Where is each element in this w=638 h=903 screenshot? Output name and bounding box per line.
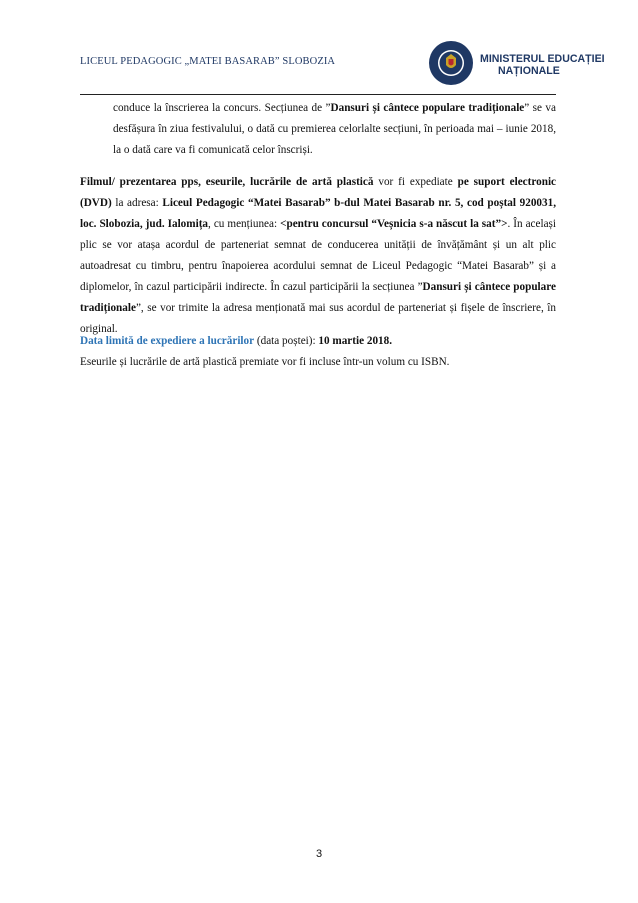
paragraph-deadline — [80, 331, 556, 352]
p2-bold-medium: pe suport electronic (DVD) — [80, 176, 557, 209]
paragraph-isbn: Eseurile și lucrările de artă plastică premiate vor fi incluse într-un volum cu ISBN. — [80, 356, 450, 368]
ministry-name-line2: NAȚIONALE — [498, 65, 560, 77]
deadline-date: 10 martie 2018. — [318, 335, 393, 347]
paragraph-submission — [80, 172, 556, 340]
ministry-name-line1: MINISTERUL EDUCAȚIEI — [480, 53, 605, 65]
government-seal-logo — [428, 40, 474, 86]
deadline-text: (data poștei): — [254, 335, 319, 347]
p1-bold-section: Dansuri și cântece populare tradiționale — [330, 102, 525, 114]
p2-bold-section: Dansuri și cântece populare tradiționale — [80, 281, 556, 314]
school-name-header: LICEUL PEDAGOGIC „MATEI BASARAB” SLOBOZIA — [80, 56, 336, 67]
p2-bold-items: Filmul/ prezentarea pps, eseurile, lucrările de artă plastică — [80, 176, 374, 188]
p1-text-2: ” se va desfășura în ziua festivalului, o dată cu premierea celorlalte secțiuni, în perioada mai – iunie 2018, la o dată care va fi comunicată celor înscriși. — [113, 102, 556, 156]
deadline-label: Data limită de expediere a lucrărilor — [80, 335, 255, 347]
p1-text-1: conduce la înscrierea la concurs. Secțiunea de ” — [113, 102, 331, 114]
p2-text-5: ”, se vor trimite la adresa menționată mai sus acordul de parteneriat și fișele de înscriere, în original. — [80, 302, 556, 335]
p2-text-3: , cu mențiunea: — [208, 218, 281, 230]
p2-text-2: la adresa: — [111, 197, 163, 209]
page-number: 3 — [315, 848, 323, 860]
p2-text-1: vor fi expediate — [373, 176, 458, 188]
ministry-name — [480, 53, 605, 77]
paragraph-continuation — [113, 98, 556, 161]
header-divider — [80, 94, 556, 95]
p2-bold-address: Liceul Pedagogic “Matei Basarab” b-dul Matei Basarab nr. 5, cod poștal 920031, loc. Slobozia, jud. Ialomița — [80, 197, 556, 230]
p2-text-4: . În același plic se vor atașa acordul de parteneriat semnat de conducerea unității de învățământ și un alt plic autoadresat cu timbru, pentru înapoierea acordului semnat de Liceul Pedagogic “Matei Basarab” și a diplomelor, în cazul participării indirecte. În cazul participării la secțiunea ” — [80, 218, 556, 293]
p2-bold-mention: <pentru concursul “Veșnicia s-a născut la sat”> — [280, 218, 508, 230]
